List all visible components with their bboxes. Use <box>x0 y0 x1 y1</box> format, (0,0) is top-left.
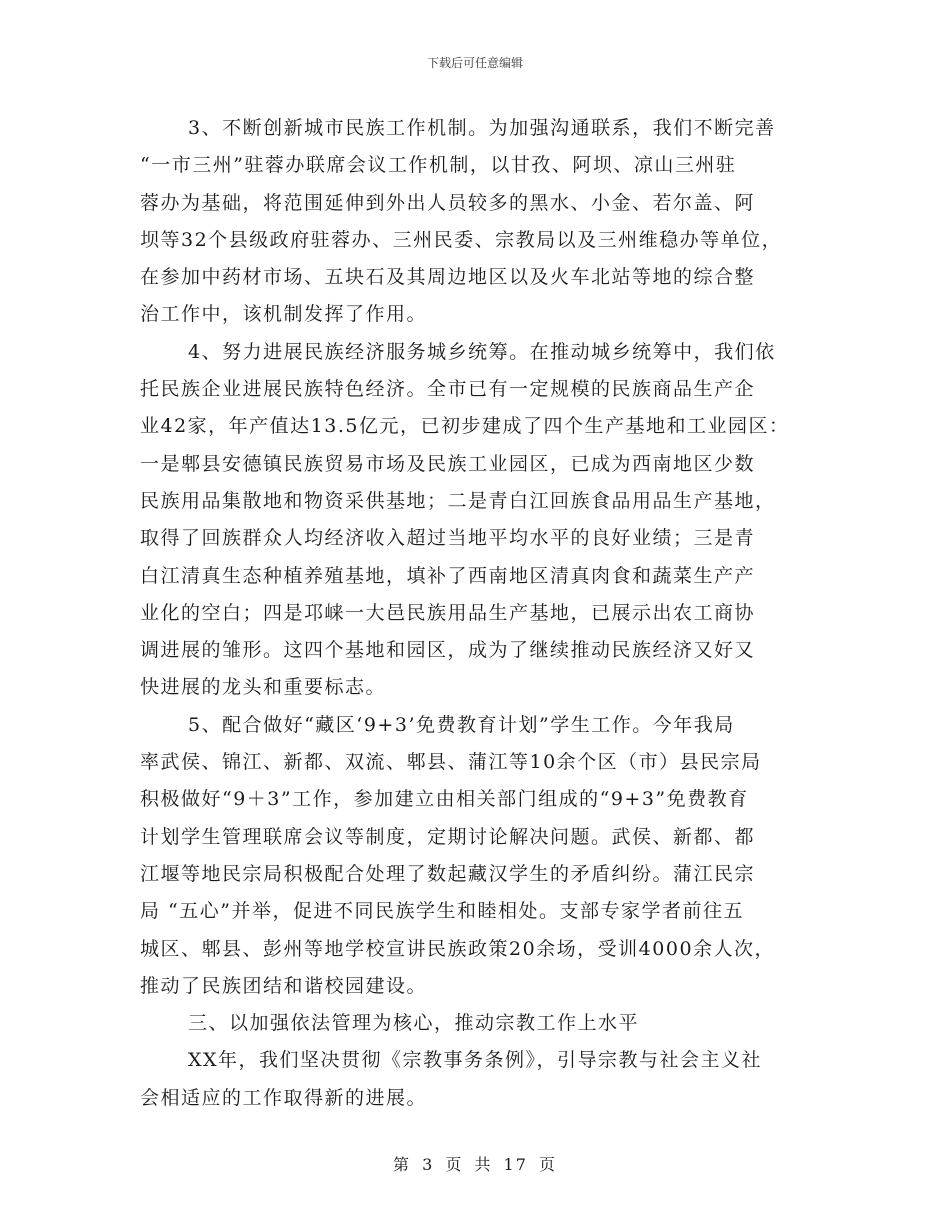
text-line: 民族用品集散地和物资采供基地；二是青白江回族食品用品生产基地， <box>140 489 776 512</box>
text-line: 白江清真生态种植养殖基地，填补了西南地区清真肉食和蔬菜生产产 <box>140 564 756 587</box>
text-line: 蓉办为基础，将范围延伸到外出人员较多的黑水、小金、若尔盖、阿 <box>140 191 756 214</box>
text-line: 江堰等地民宗局积极配合处理了数起藏汉学生的矛盾纠纷。蒲江民宗 <box>140 862 756 885</box>
text-line: 3、不断创新城市民族工作机制。为加强沟通联系，我们不断完善 <box>188 117 776 139</box>
text-line: 推动了民族团结和谐校园建设。 <box>140 974 428 997</box>
text-line: 计划学生管理联席会议等制度，定期讨论解决问题。武侯、新都、都 <box>140 825 756 848</box>
text-line: 会相适应的工作取得新的进展。 <box>140 1086 428 1109</box>
text-line: 5、配合做好“藏区‘9+3’免费教育计划”学生工作。今年我局 <box>188 713 735 736</box>
text-line: 托民族企业进展民族特色经济。全市已有一定规模的民族商品生产企 <box>140 378 756 401</box>
text-line: 调进展的雏形。这四个基地和园区，成为了继续推动民族经济又好又 <box>140 639 756 662</box>
section-heading: 三、以加强依法管理为核心，推动宗教工作上水平 <box>188 1012 640 1035</box>
page-header: 下载后可任意编辑 <box>426 56 523 70</box>
text-line: 4、努力进展民族经济服务城乡统筹。在推动城乡统筹中，我们依 <box>188 340 776 363</box>
text-line: 城区、郫县、彭州等地学校宣讲民族政策20余场，受训4000余人次， <box>140 937 776 960</box>
text-line: 积极做好“9＋3”工作，参加建立由相关部门组成的“9+3”免费教育 <box>140 788 749 811</box>
text-line: “一市三州”驻蓉办联席会议工作机制，以甘孜、阿坝、凉山三州驻 <box>140 154 737 177</box>
text-line: 取得了回族群众人均经济收入超过当地平均水平的良好业绩；三是青 <box>140 527 756 550</box>
document-body <box>140 110 830 1117</box>
text-line: 快进展的龙头和重要标志。 <box>140 676 387 699</box>
text-line: 业42家，年产值达13.5亿元，已初步建成了四个生产基地和工业园区： <box>140 415 790 438</box>
text-line: 坝等32个县级政府驻蓉办、三州民委、宗教局以及三州维稳办等单位， <box>140 228 783 251</box>
text-line: 治工作中，该机制发挥了作用。 <box>140 303 428 326</box>
text-line: 在参加中药材市场、五块石及其周边地区以及火车北站等地的综合整 <box>140 266 756 289</box>
text-line: 局 “五心”并举，促进不同民族学生和睦相处。支部专家学者前往五 <box>140 900 744 923</box>
text-line: 业化的空白；四是邛崃一大邑民族用品生产基地，已展示出农工商协 <box>140 601 756 624</box>
text-line: 率武侯、锦江、新都、双流、郫县、蒲江等10余个区（市）县民宗局 <box>140 751 762 774</box>
text-line: XX年，我们坚决贯彻《宗教事务条例》，引导宗教与社会主义社 <box>188 1049 763 1072</box>
page-footer: 第 3 页 共 17 页 <box>393 1155 557 1174</box>
text-line: 一是郫县安德镇民族贸易市场及民族工业园区，已成为西南地区少数 <box>140 452 756 475</box>
